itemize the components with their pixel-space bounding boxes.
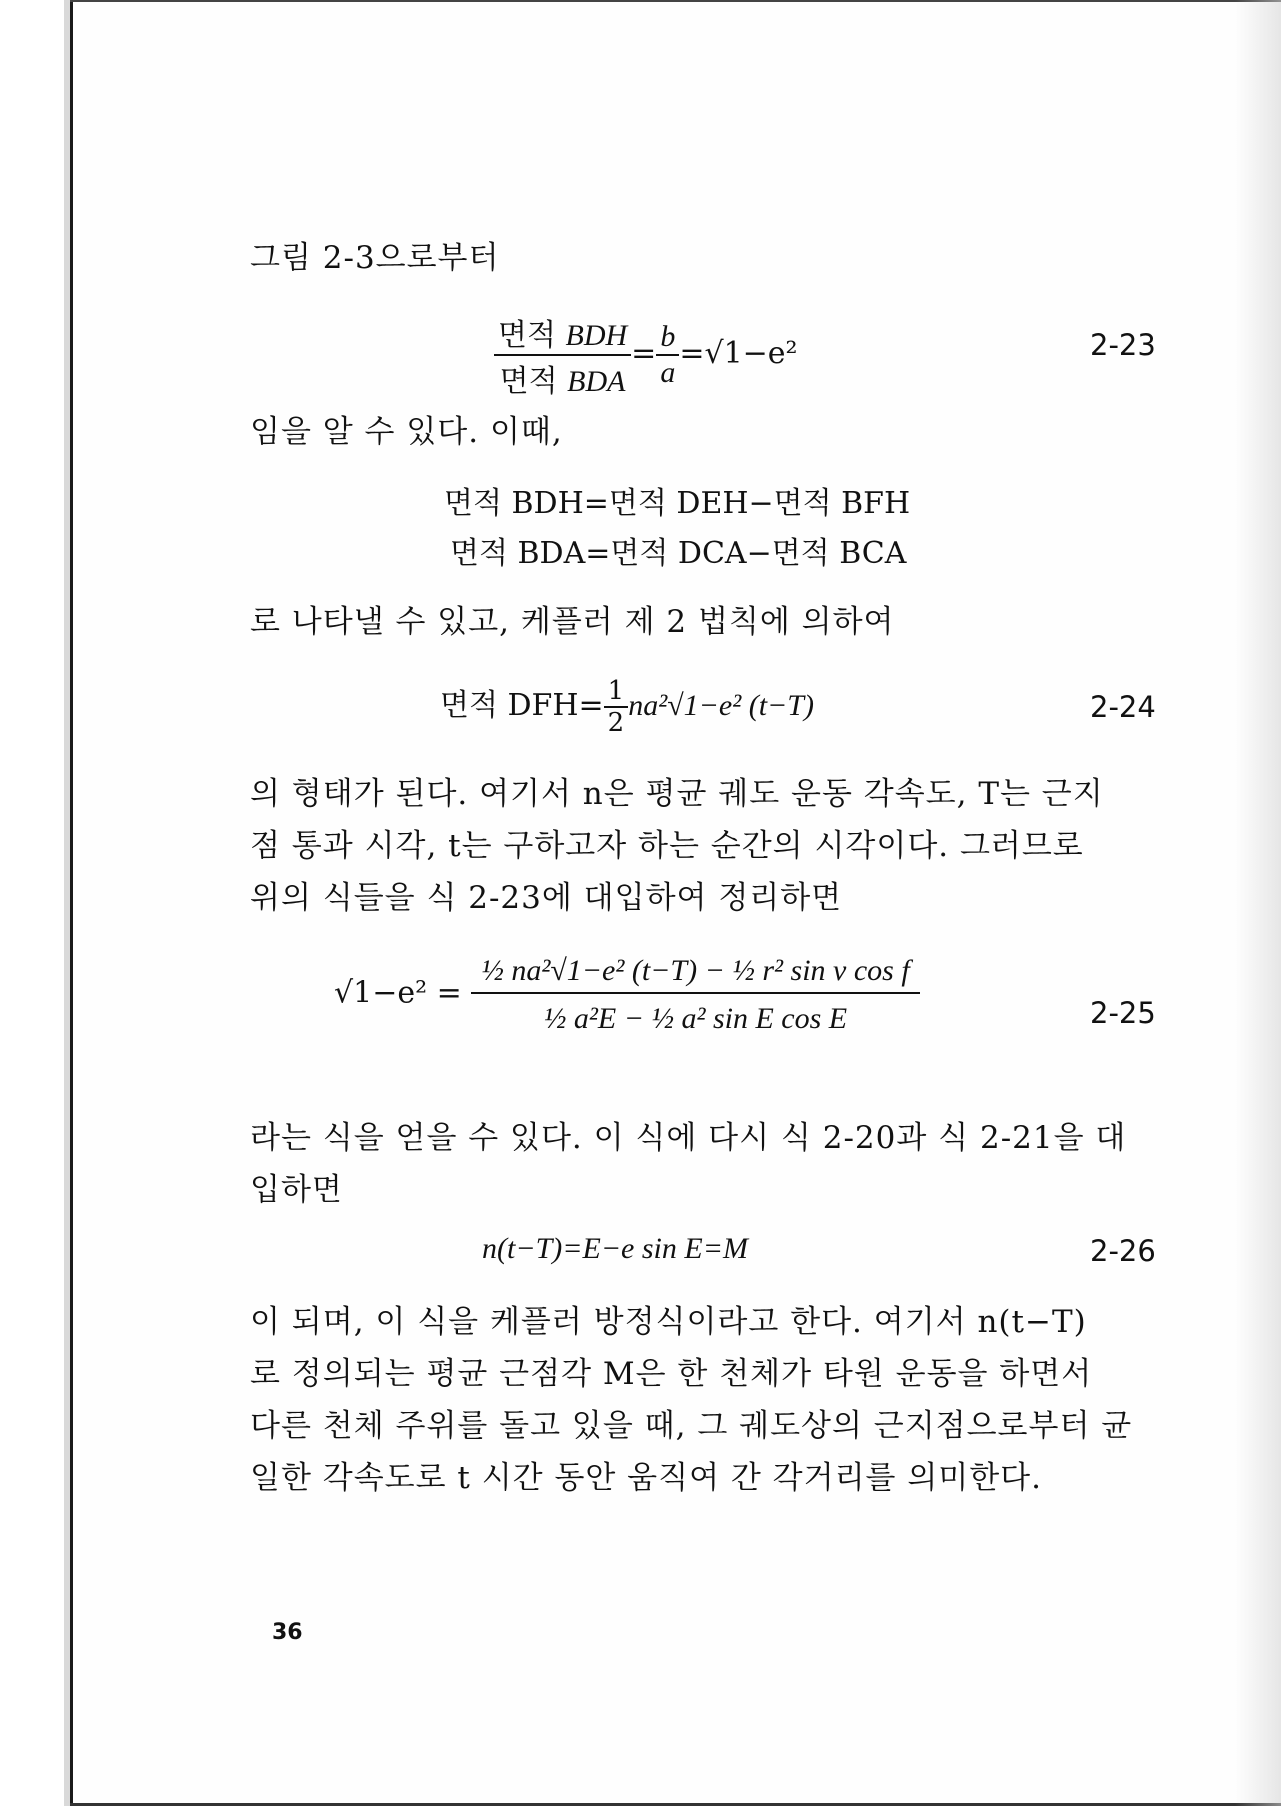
area-ratio-fraction <box>494 310 631 400</box>
numerator-var: BDH <box>565 319 628 352</box>
paragraph-2: 의 형태가 된다. 여기서 n은 평균 궤도 운동 각속도, T는 근지 점 통과 시각, t는 구하고자 하는 순간의 시각이다. 그러므로 위의 식들을 식 2-23에 대입하여 정리하면 <box>250 776 1104 916</box>
numerator-label: 면적 <box>498 318 556 353</box>
equation-2-25 <box>334 950 920 1036</box>
eq-2-25-denominator: ½ a²E − ½ a² sin E cos E <box>471 992 919 1036</box>
eq-2-24-lhs: 면적 DFH= <box>440 688 604 723</box>
equation-2-24 <box>440 676 814 738</box>
definition-line-2: 면적 BDA=면적 DCA−면적 BCA <box>450 536 907 571</box>
half-fraction: $\frac{1}{2}$ <box>604 676 629 738</box>
intro-text: 그림 2-3으로부터 <box>250 240 500 276</box>
b-over-a-fraction <box>656 320 679 390</box>
denominator-var: BDA <box>567 365 626 398</box>
paragraph-3: 라는 식을 얻을 수 있다. 이 식에 다시 식 2-20과 식 2-21을 대 입하면 <box>250 1120 1127 1208</box>
eq-2-24-rhs: na²√1−e² (t−T) <box>628 689 814 722</box>
fraction-b: b <box>660 320 676 353</box>
eq-2-25-numerator: ½ na²√1−e² (t−T) − ½ r² sin ν cos f <box>481 954 910 987</box>
equation-number-2-24: 2-24 <box>1090 690 1156 724</box>
sqrt-expression: =√1−e² <box>679 336 798 371</box>
fraction-a: a <box>656 354 679 390</box>
equation-number-2-25: 2-25 <box>1090 996 1156 1030</box>
equation-number-2-23: 2-23 <box>1090 328 1156 362</box>
page-top-edge <box>70 0 1281 2</box>
paragraph-4: 이 되며, 이 식을 케플러 방정식이라고 한다. 여기서 n(t−T) 로 정의되는 평균 근점각 M은 한 천체가 타원 운동을 하면서 다른 천체 주위를 돌고 있을 때, 그 궤도상의 근지점으로부터 균 일한 각속도로 t 시간 동안 움직여 간 각거리를 의미한다. <box>250 1304 1133 1496</box>
after-2-23-text: 임을 알 수 있다. 이때, <box>250 414 563 450</box>
kepler-line-text: 로 나타낼 수 있고, 케플러 제 2 법칙에 의하여 <box>250 604 895 640</box>
page-edge-shade <box>1235 0 1281 1806</box>
page-number: 36 <box>272 1620 303 1645</box>
eq-2-25-lhs: √1−e² = <box>334 975 462 1011</box>
equation-2-23: $\frac{\text{면적 BDH}}{\text{면적 BDA}}$ = $\frac{b}{a}$ =√1−e² <box>494 310 798 400</box>
eq-2-25-fraction <box>471 950 919 1036</box>
denominator-label: 면적 <box>499 364 558 399</box>
equation-number-2-26: 2-26 <box>1090 1234 1156 1268</box>
definition-line-1: 면적 BDH=면적 DEH−면적 BFH <box>444 486 911 521</box>
equation-2-26: n(t−T)=E−e sin E=M <box>482 1232 748 1265</box>
